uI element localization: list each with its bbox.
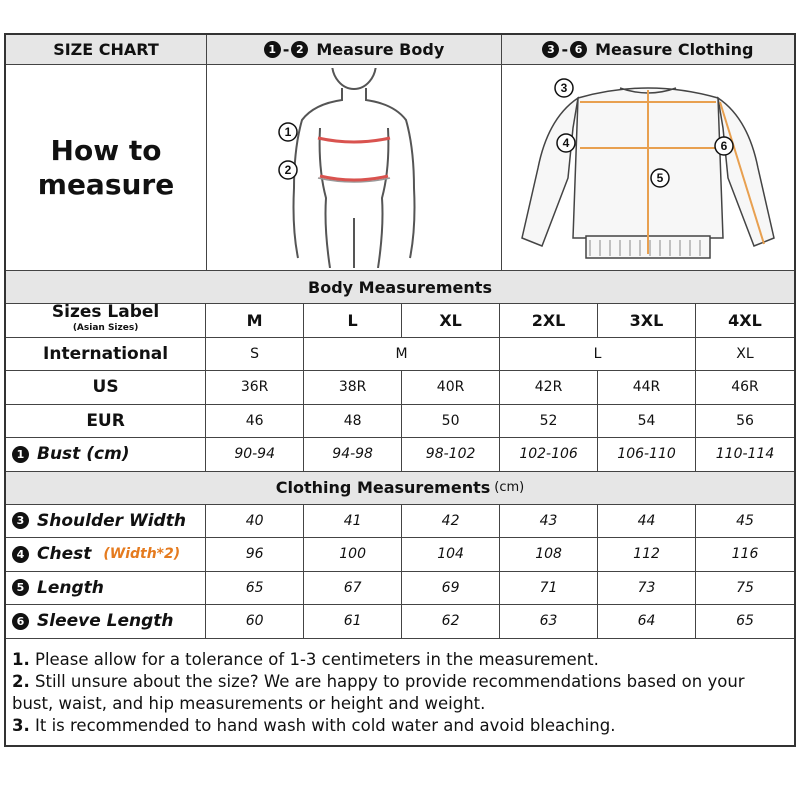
- value-cell: 44: [598, 505, 696, 538]
- size-cell: 3XL: [598, 304, 696, 337]
- length-label: 5 Length: [6, 572, 206, 605]
- chest-width-note: (Width*2): [103, 546, 181, 563]
- size-cell: 4XL: [728, 310, 762, 330]
- badge-icon: 5: [12, 579, 29, 596]
- how-to-measure-heading: How to measure: [6, 65, 207, 270]
- sizes-row: [6, 304, 794, 338]
- bust-cell: 98-102: [402, 438, 500, 471]
- value-cell: 61: [304, 605, 402, 638]
- value-cell: 75: [736, 579, 754, 596]
- bust-cell: 94-98: [304, 438, 402, 471]
- measure-clothing-header: 3 - 6 Measure Clothing: [502, 35, 794, 64]
- badge-icon: 3: [542, 41, 559, 58]
- value-cell: 67: [304, 572, 402, 605]
- badge-icon: 6: [12, 613, 29, 630]
- size-cell: L: [304, 304, 402, 337]
- us-cell: 40R: [402, 371, 500, 404]
- international-cell: M: [304, 338, 500, 371]
- notes-section: [6, 639, 794, 745]
- eur-cell: 56: [736, 412, 754, 429]
- value-cell: 96: [206, 538, 304, 571]
- us-cell: 46R: [731, 379, 759, 396]
- international-cell: S: [206, 338, 304, 371]
- waist-line: [320, 176, 388, 180]
- international-label: International: [6, 338, 206, 371]
- sleeve-length-label: 6 Sleeve Length: [6, 605, 206, 638]
- value-cell: 108: [500, 538, 598, 571]
- badge-icon: 2: [291, 41, 308, 58]
- clothing-measurements-title: Clothing Measurements (cm): [6, 472, 794, 505]
- size-cell: XL: [402, 304, 500, 337]
- bust-cell: 102-106: [500, 438, 598, 471]
- bust-cell: 90-94: [206, 438, 304, 471]
- value-cell: 65: [736, 613, 754, 630]
- us-label: US: [6, 371, 206, 404]
- shoulder-width-label: 3 Shoulder Width: [6, 505, 206, 538]
- eur-label: EUR: [6, 405, 206, 438]
- value-cell: 43: [500, 505, 598, 538]
- us-cell: 36R: [206, 371, 304, 404]
- size-cell: 2XL: [500, 304, 598, 337]
- marker-3: 3: [560, 80, 568, 95]
- us-cell: 42R: [500, 371, 598, 404]
- marker-6: 6: [720, 138, 728, 153]
- eur-cell: 46: [206, 405, 304, 438]
- size-chart-table: [4, 33, 796, 747]
- bust-row: [6, 438, 794, 472]
- value-cell: 63: [500, 605, 598, 638]
- measure-body-label: Measure Body: [316, 40, 445, 59]
- eur-cell: 54: [598, 405, 696, 438]
- shoulder-width-row: [6, 505, 794, 539]
- bust-label: 1 Bust (cm): [6, 438, 206, 471]
- illustration-row: [6, 65, 794, 271]
- value-cell: 45: [736, 512, 754, 529]
- international-cell: L: [500, 338, 696, 371]
- value-cell: 71: [500, 572, 598, 605]
- eur-cell: 50: [402, 405, 500, 438]
- length-row: [6, 572, 794, 606]
- value-cell: 41: [304, 505, 402, 538]
- value-cell: 100: [304, 538, 402, 571]
- value-cell: 42: [402, 505, 500, 538]
- value-cell: 60: [206, 605, 304, 638]
- badge-icon: 1: [12, 446, 29, 463]
- badge-icon: 4: [12, 546, 29, 563]
- value-cell: 40: [206, 505, 304, 538]
- value-cell: 69: [402, 572, 500, 605]
- us-row: [6, 371, 794, 405]
- bust-cell: 110-114: [715, 446, 775, 463]
- badge-icon: 1: [264, 41, 281, 58]
- value-cell: 116: [731, 546, 759, 563]
- eur-cell: 48: [304, 405, 402, 438]
- chest-label: 4 Chest (Width*2): [6, 538, 206, 571]
- value-cell: 65: [206, 572, 304, 605]
- note-item: 3. It is recommended to hand wash with cold water and avoid bleaching.: [12, 715, 616, 735]
- size-chart-title: SIZE CHART: [6, 35, 207, 64]
- top-header-row: [6, 35, 794, 65]
- value-cell: 73: [598, 572, 696, 605]
- international-cell: XL: [736, 345, 754, 362]
- measure-body-header: 1 - 2 Measure Body: [207, 35, 502, 64]
- measure-clothing-label: Measure Clothing: [595, 40, 754, 59]
- jacket-icon: [508, 68, 788, 268]
- international-row: [6, 338, 794, 372]
- body-figure-icon: [254, 68, 454, 268]
- badge-icon: 3: [12, 512, 29, 529]
- sizes-label: Sizes Label (Asian Sizes): [6, 304, 206, 337]
- marker-4: 4: [562, 135, 570, 150]
- value-cell: 62: [402, 605, 500, 638]
- marker-2: 2: [284, 162, 292, 177]
- jacket-illustration: [502, 65, 794, 270]
- size-cell: M: [206, 304, 304, 337]
- value-cell: 104: [402, 538, 500, 571]
- marker-1: 1: [284, 124, 292, 139]
- badge-icon: 6: [570, 41, 587, 58]
- body-illustration: [207, 65, 502, 270]
- sleeve-length-row: [6, 605, 794, 639]
- eur-row: [6, 405, 794, 439]
- note-item: 1. Please allow for a tolerance of 1-3 centimeters in the measurement.: [12, 649, 599, 669]
- eur-cell: 52: [500, 405, 598, 438]
- bust-line: [318, 138, 390, 142]
- note-item: 2. Still unsure about the size? We are happy to provide recommendations based on your bust, waist, and hip measurements or height and weight.: [12, 671, 745, 713]
- bust-cell: 106-110: [598, 438, 696, 471]
- us-cell: 44R: [598, 371, 696, 404]
- value-cell: 64: [598, 605, 696, 638]
- chest-row: [6, 538, 794, 572]
- marker-5: 5: [656, 170, 664, 185]
- body-measurements-title: Body Measurements: [6, 271, 794, 304]
- us-cell: 38R: [304, 371, 402, 404]
- value-cell: 112: [598, 538, 696, 571]
